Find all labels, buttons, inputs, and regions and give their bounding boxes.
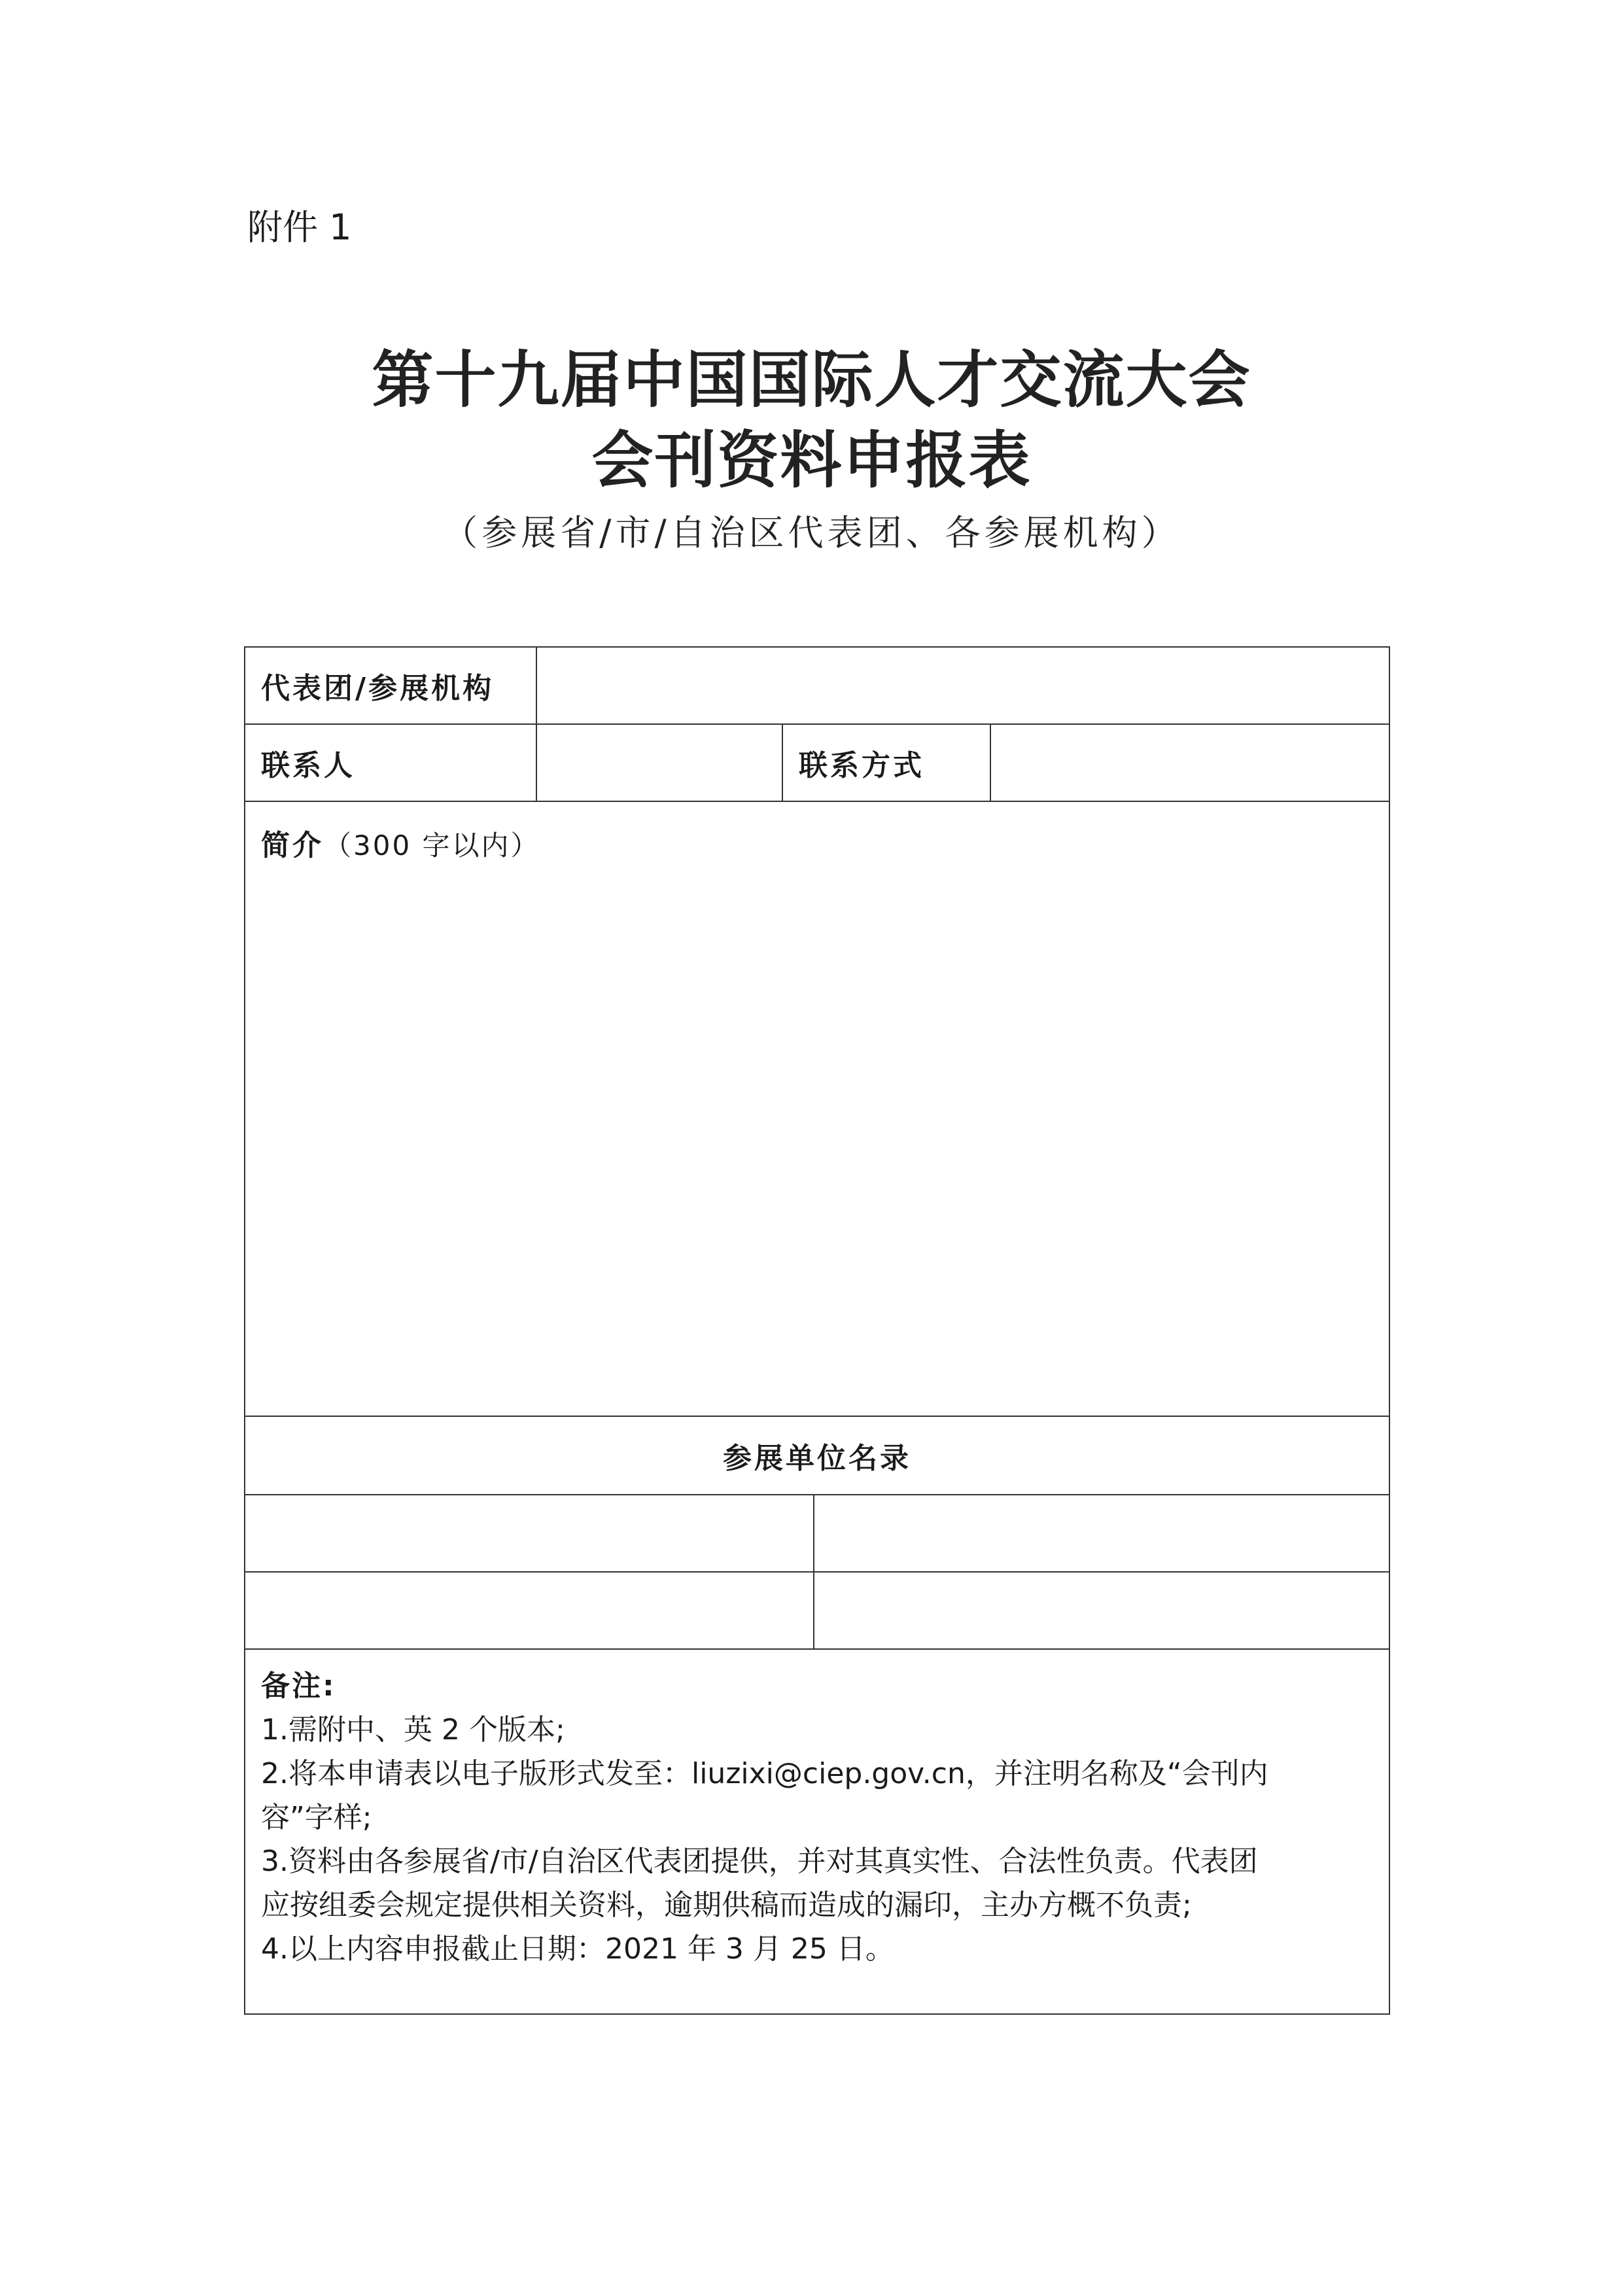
exhibitor-cell[interactable] (245, 1495, 814, 1572)
note-line: 容”字样; (261, 1801, 372, 1834)
exhibitor-cell[interactable] (814, 1572, 1389, 1649)
intro-hint: （300 字以内） (324, 829, 540, 861)
attachment-label: 附件 1 (247, 207, 352, 248)
notes-title: 备注: (261, 1669, 336, 1703)
delegation-field[interactable] (536, 647, 1389, 724)
intro-field[interactable] (245, 801, 1389, 1416)
delegation-label: 代表团/参展机构 (245, 647, 536, 724)
exhibitor-list-header: 参展单位名录 (245, 1416, 1389, 1495)
note-line: 4.以上内容申报截止日期：2021 年 3 月 25 日。 (261, 1932, 894, 1966)
notes-section (245, 1649, 1389, 2014)
application-form-table (244, 646, 1390, 2015)
exhibitor-cell[interactable] (245, 1572, 814, 1649)
note-line: 1.需附中、英 2 个版本; (261, 1713, 565, 1747)
table-row (245, 1572, 1389, 1649)
title-line-2: 会刊资料申报表 (591, 425, 1032, 496)
exhibitor-cell[interactable] (814, 1495, 1389, 1572)
intro-label: 简介 (261, 829, 324, 862)
contact-method-field[interactable] (990, 724, 1389, 801)
note-line: 应按组委会规定提供相关资料，逾期供稿而造成的漏印，主办方概不负责; (261, 1888, 1192, 1922)
contact-person-field[interactable] (536, 724, 782, 801)
note-line: 2.将本申请表以电子版形式发至：liuzixi@ciep.gov.cn，并注明名称及“会刊内 (261, 1757, 1268, 1790)
contact-method-label: 联系方式 (782, 724, 990, 801)
title-line-1: 第十九届中国国际人才交流大会 (372, 344, 1251, 416)
note-line: 3.资料由各参展省/市/自治区代表团提供，并对其真实性、合法性负责。代表团 (261, 1845, 1258, 1878)
contact-person-label: 联系人 (245, 724, 536, 801)
table-row (245, 1495, 1389, 1572)
subtitle: （参展省/市/自治区代表团、各参展机构） (442, 512, 1181, 553)
